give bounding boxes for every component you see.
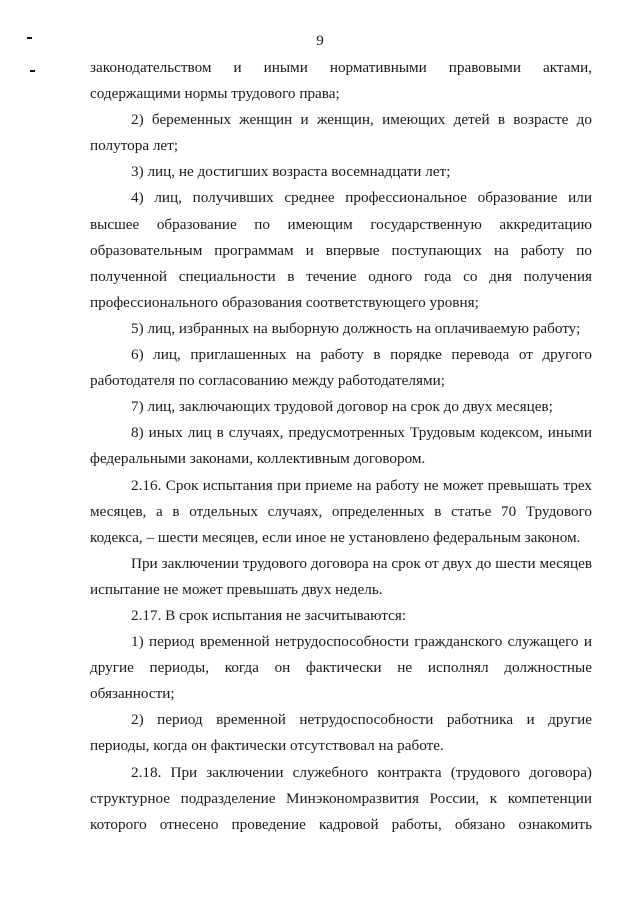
paragraph: При заключении трудового договора на срок от двух до шести месяцев испытание не может превышать двух недель. — [90, 554, 592, 598]
paragraph: 2) период временной нетрудоспособности работника и другие периоды, когда он фактически отсутствовал на работе. — [90, 711, 592, 755]
paragraph: 2.18. При заключении служебного контракта (трудового договора) структурное подразделение Минэкономразвития России, к компетенции которого отнесено проведение кадровой работы, обязано ознакомить — [90, 763, 592, 833]
paragraph: 3) лиц, не достигших возраста восемнадцати лет; — [131, 163, 451, 181]
document-body — [90, 55, 592, 838]
paragraph-continuation: законодательством и иными нормативными правовыми актами, содержащими нормы трудового права; — [90, 59, 592, 103]
paragraph: 2.17. В срок испытания не засчитываются: — [131, 606, 407, 624]
paragraph: 7) лиц, заключающих трудовой договор на срок до двух месяцев; — [131, 398, 553, 416]
paragraph: 6) лиц, приглашенных на работу в порядке перевода от другого работодателя по согласованию между работодателями; — [90, 346, 592, 390]
paragraph: 4) лиц, получивших среднее профессиональное образование или высшее образование по имеющим государственную аккредитацию образовательным программам и впервые поступающих на работу по полученной специальности в течение одного года со дня получения профессионального образования соответствующего уровня; — [90, 189, 592, 311]
paragraph: 2.16. Срок испытания при приеме на работу не может превышать трех месяцев, а в отдельных случаях, определенных в статье 70 Трудового кодекса, – шести месяцев, если иное не установлено федеральным законом. — [90, 476, 592, 546]
page-number: 9 — [316, 33, 324, 49]
paragraph: 5) лиц, избранных на выборную должность на оплачиваемую работу; — [131, 319, 581, 337]
paragraph: 1) период временной нетрудоспособности гражданского служащего и другие периоды, когда он фактически не исполнял должностные обязанности; — [90, 633, 592, 703]
paragraph: 8) иных лиц в случаях, предусмотренных Трудовым кодексом, иными федеральными законами, коллективным договором. — [90, 424, 592, 468]
scan-mark — [30, 70, 35, 72]
paragraph: 2) беременных женщин и женщин, имеющих детей в возрасте до полутора лет; — [90, 111, 592, 155]
